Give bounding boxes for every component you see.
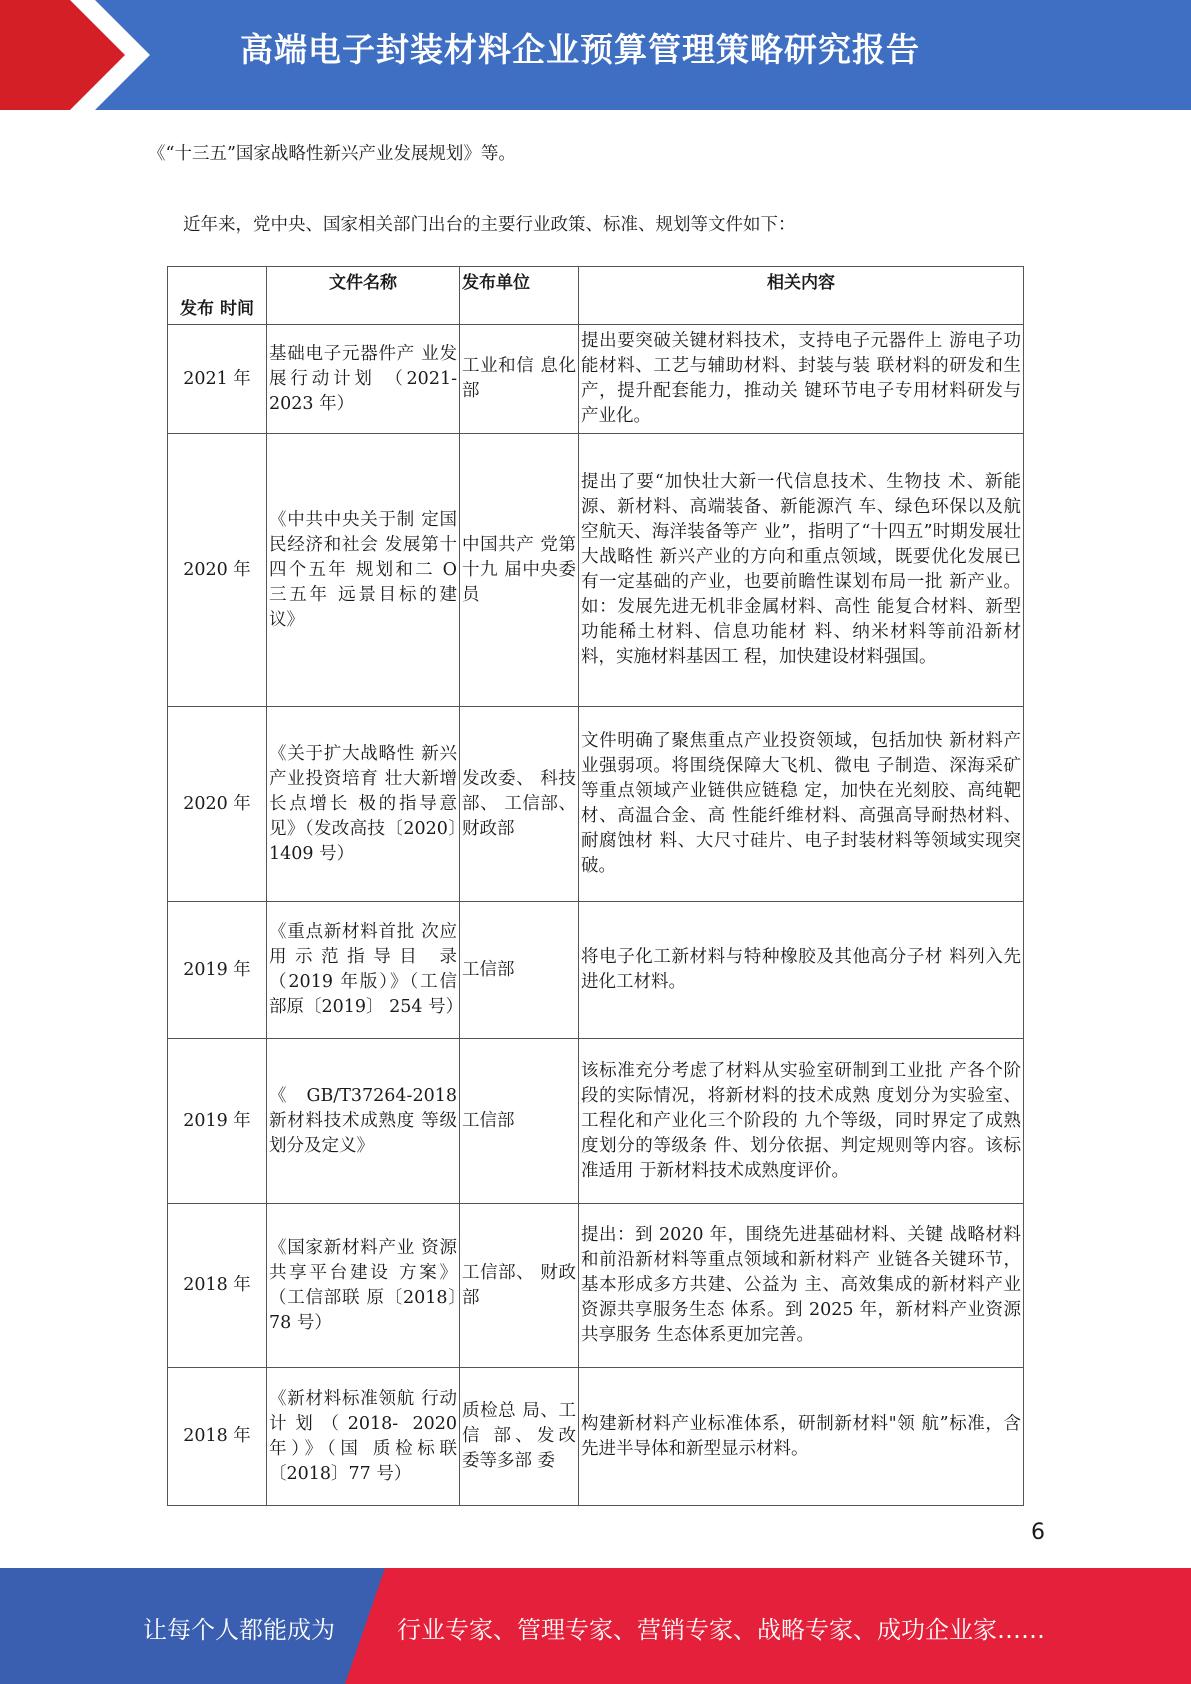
row-content: 该标准充分考虑了材料从实验室研制到工业批 产各个阶段的实际情况，将新材料的技术成熟 度划分为实验室、工程化和产业化三个阶段的 九个等级，同时界定了成熟度划分的等级条 件、划分依据、判定规则等内容。该标准适用 于新材料技术成熟度评价。: [579, 1039, 1024, 1204]
footer-slogan-right: 行业专家、管理专家、营销专家、战略专家、成功企业家……: [397, 1616, 1045, 1644]
row-issuer: 工信部: [460, 902, 579, 1039]
table-row: [168, 1204, 1024, 1368]
row-date: 2019 年: [168, 1039, 267, 1204]
row-name: 《关于扩大战略性 新兴产业投资培育 壮大新增长点增长 极的指导意见》（发改高技〔2020〕1409 号）: [267, 707, 460, 902]
header-chevron-decoration: [0, 0, 160, 110]
row-name: 《GB/T37264-2018 新材料技术成熟度 等级划分及定义》: [267, 1039, 460, 1204]
header-name: 文件名称: [267, 267, 460, 325]
policy-table: [167, 266, 1024, 1506]
row-issuer: 工信部、 财政部: [460, 1204, 579, 1368]
row-date: 2018 年: [168, 1204, 267, 1368]
row-name: 《国家新材料产业 资源共享平台建设 方案》（工信部联 原〔2018〕78 号）: [267, 1204, 460, 1368]
row-issuer: 工信部: [460, 1039, 579, 1204]
header-date: 发布 时间: [168, 267, 267, 325]
table-row: [168, 1368, 1024, 1506]
row-issuer: 工业和信 息化部: [460, 325, 579, 434]
header-content: 相关内容: [579, 267, 1024, 325]
row-content: 文件明确了聚焦重点产业投资领域，包括加快 新材料产业强弱项。将围绕保障大飞机、微电 子制造、深海采矿等重点领域产业链供应链稳 定，加快在光刻胶、高纯靶材、高温合金、高 性能纤维材料、高强高导耐热材料、耐腐蚀材 料、大尺寸硅片、电子封装材料等领域实现突 破。: [579, 707, 1024, 902]
row-date: 2018 年: [168, 1368, 267, 1506]
intro-line-2: 近年来，党中央、国家相关部门出台的主要行业政策、标准、规划等文件如下：: [183, 215, 796, 235]
footer-slogan-left: 让每个人都能成为: [143, 1616, 335, 1644]
row-content: 提出要突破关键材料技术，支持电子元器件上 游电子功能材料、工艺与辅助材料、封装与装 联材料的研发和生产，提升配套能力，推动关 键环节电子专用材料研发与产业化。: [579, 325, 1024, 434]
page-footer: [0, 1568, 1191, 1684]
row-date: 2021 年: [168, 325, 267, 434]
row-date: 2019 年: [168, 902, 267, 1039]
header-issuer: 发布单位: [460, 267, 579, 325]
table-row: [168, 434, 1024, 707]
row-date: 2020 年: [168, 707, 267, 902]
row-content: 提出了要“加快壮大新一代信息技术、生物技 术、新能源、新材料、高端装备、新能源汽 车、绿色环保以及航空航天、海洋装备等产 业”，指明了“十四五”时期发展壮大战略性 新兴产业的方向和重点领域，既要优化发展已 有一定基础的产业，也要前瞻性谋划布局一批 新产业。如：发展先进无机非金属材料、高性 能复合材料、新型功能稀土材料、信息功能材 料、纳米材料等前沿新材料，实施材料基因工 程，加快建设材料强国。: [579, 434, 1024, 707]
row-name: 《重点新材料首批 次应用示范指导目 录（2019 年版）》（工信部原〔2019〕 254 号）: [267, 902, 460, 1039]
row-name: 《中共中央关于制 定国民经济和社会 发展第十四个五年 规划和二 O 三五年 远景目标的建议》: [267, 434, 460, 707]
table-row: [168, 1039, 1024, 1204]
table-row: [168, 325, 1024, 434]
report-title: 高端电子封装材料企业预算管理策略研究报告: [240, 30, 920, 69]
row-issuer: 中国共产 党第十九 届中央委 员: [460, 434, 579, 707]
row-name: 《新材料标准领航 行动计划（2018- 2020 年）》（国 质检标联〔2018〕77 号）: [267, 1368, 460, 1506]
row-date: 2020 年: [168, 434, 267, 707]
row-name: 基础电子元器件产 业发展行动计划 （2021-2023 年）: [267, 325, 460, 434]
page-header: [0, 0, 1191, 110]
row-content: 将电子化工新材料与特种橡胶及其他高分子材 料列入先进化工材料。: [579, 902, 1024, 1039]
row-issuer: 质检总 局、工信 部、发改 委等多部 委: [460, 1368, 579, 1506]
row-content: 提出：到 2020 年，围绕先进基础材料、关键 战略材料和前沿新材料等重点领域和新材料产 业链各关键环节，基本形成多方共建、公益为 主、高效集成的新材料产业资源共享服务生态 体系。到 2025 年，新材料产业资源共享服务 生态体系更加完善。: [579, 1204, 1024, 1368]
intro-line-1: 《“十三五”国家战略性新兴产业发展规划》等。: [148, 144, 516, 164]
table-header-row: [168, 267, 1024, 325]
row-content: 构建新材料产业标准体系，研制新材料"领 航”标准，含先进半导体和新型显示材料。: [579, 1368, 1024, 1506]
row-issuer: 发改委、 科技部、 工信部、 财政部: [460, 707, 579, 902]
page-number: 6: [1031, 1520, 1045, 1545]
table-row: [168, 902, 1024, 1039]
table-row: [168, 707, 1024, 902]
